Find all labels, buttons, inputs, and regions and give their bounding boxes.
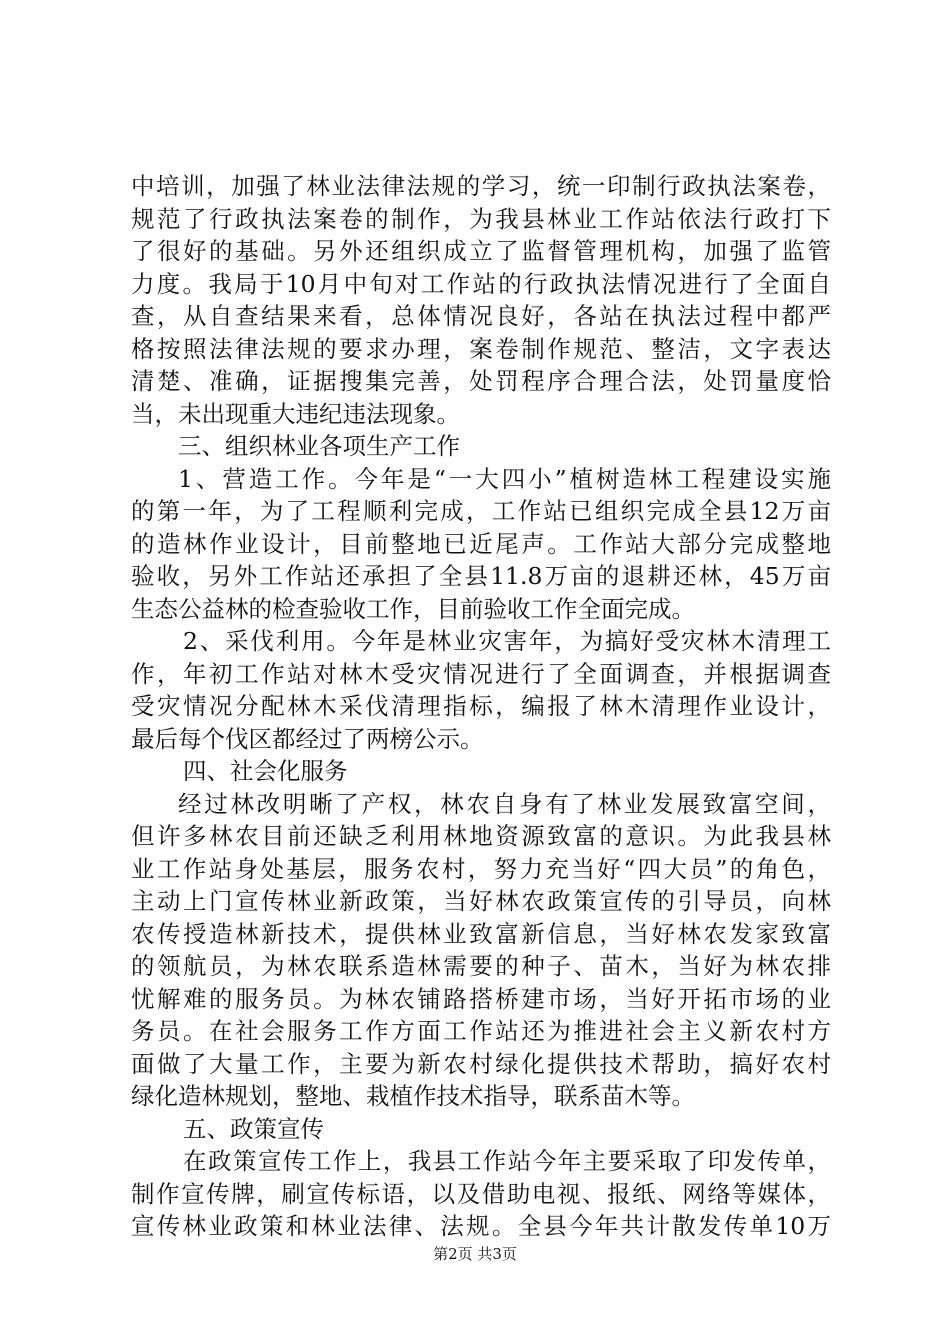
text-line: 经过林改明晰了产权，林农自身有了林业发展致富空间， bbox=[178, 789, 831, 818]
text-line: 主动上门宣传林业新政策，当好林农政策宣传的引导员，向林 bbox=[131, 887, 831, 915]
text-line: 最后每个伐区都经过了两榜公示。 bbox=[131, 724, 484, 753]
text-line: 的领航员，为林农联系造林需要的种子、苗木，当好为林农排 bbox=[131, 952, 831, 980]
section-heading-policy: 五、政策宣传 bbox=[183, 1114, 324, 1143]
text-line: 制作宣传牌，刷宣传标语，以及借助电视、报纸、网络等媒体， bbox=[131, 1179, 831, 1208]
page-number-footer: 第2页 共3页 bbox=[433, 1245, 517, 1263]
text-line: 的第一年，为了工程顺利完成，工作站已组织完成全县12万亩 bbox=[131, 497, 831, 525]
text-line: 务员。在社会服务工作方面工作站还为推进社会主义新农村方 bbox=[131, 1017, 831, 1045]
text-line: 清楚、准确，证据搜集完善，处罚程序合理合法，处罚量度恰 bbox=[131, 367, 831, 395]
paragraph-law-enforcement bbox=[131, 170, 831, 430]
text-line: 作，年初工作站对林木受灾情况进行了全面调查，并根据调查 bbox=[131, 659, 831, 688]
text-line: 规范了行政执法案卷的制作，为我县林业工作站依法行政打下 bbox=[131, 204, 831, 233]
text-line: 农传授造林新技术，提供林业致富新信息，当好林农发家致富 bbox=[131, 919, 831, 948]
text-line: 宣传林业政策和林业法律、法规。全县今年共计散发传单10万 bbox=[131, 1212, 831, 1240]
text-line: 面做了大量工作，主要为新农村绿化提供技术帮助，搞好农村 bbox=[131, 1049, 831, 1078]
section-heading-social-service: 四、社会化服务 bbox=[183, 757, 348, 785]
text-line: 1、营造工作。今年是“一大四小”植树造林工程建设实施 bbox=[178, 464, 831, 493]
text-line: 格按照法律法规的要求办理，案卷制作规范、整洁，文字表达 bbox=[131, 334, 831, 363]
text-line: 的造林作业设计，目前整地已近尾声。工作站大部分完成整地 bbox=[131, 529, 831, 558]
paragraph-social-service bbox=[131, 788, 831, 1113]
paragraph-policy-publicity bbox=[131, 1145, 831, 1243]
paragraph-harvesting bbox=[131, 625, 831, 755]
text-line: 忧解难的服务员。为林农铺路搭桥建市场，当好开拓市场的业 bbox=[131, 984, 831, 1013]
text-line: 中培训，加强了林业法律法规的学习，统一印制行政执法案卷， bbox=[131, 172, 831, 200]
text-line: 查，从自查结果来看，总体情况良好，各站在执法过程中都严 bbox=[131, 302, 831, 330]
text-line: 2、采伐利用。今年是林业灾害年，为搞好受灾林木清理工 bbox=[183, 627, 831, 655]
text-line: 验收，另外工作站还承担了全县11.8万亩的退耕还林，45万亩 bbox=[131, 562, 831, 590]
text-line: 受灾情况分配林木采伐清理指标，编报了林木清理作业设计， bbox=[131, 692, 831, 720]
text-line: 了很好的基础。另外还组织成立了监督管理机构，加强了监管 bbox=[131, 237, 831, 265]
paragraph-afforestation bbox=[131, 463, 831, 626]
text-line: 生态公益林的检查验收工作，目前验收工作全面完成。 bbox=[131, 594, 695, 623]
text-line: 业工作站身处基层，服务农村，努力充当好“四大员”的角色， bbox=[131, 854, 831, 883]
text-line: 力度。我局于10月中旬对工作站的行政执法情况进行了全面自 bbox=[131, 269, 831, 298]
text-line: 在政策宣传工作上，我县工作站今年主要采取了印发传单， bbox=[183, 1147, 831, 1175]
text-line: 但许多林农目前还缺乏利用林地资源致富的意识。为此我县林 bbox=[131, 822, 831, 850]
section-heading-production: 三、组织林业各项生产工作 bbox=[178, 432, 460, 460]
body-text bbox=[131, 170, 831, 1243]
text-line: 当，未出现重大违纪违法现象。 bbox=[131, 399, 460, 428]
text-line: 绿化造林规划，整地、栽植作技术指导，联系苗木等。 bbox=[131, 1082, 695, 1110]
